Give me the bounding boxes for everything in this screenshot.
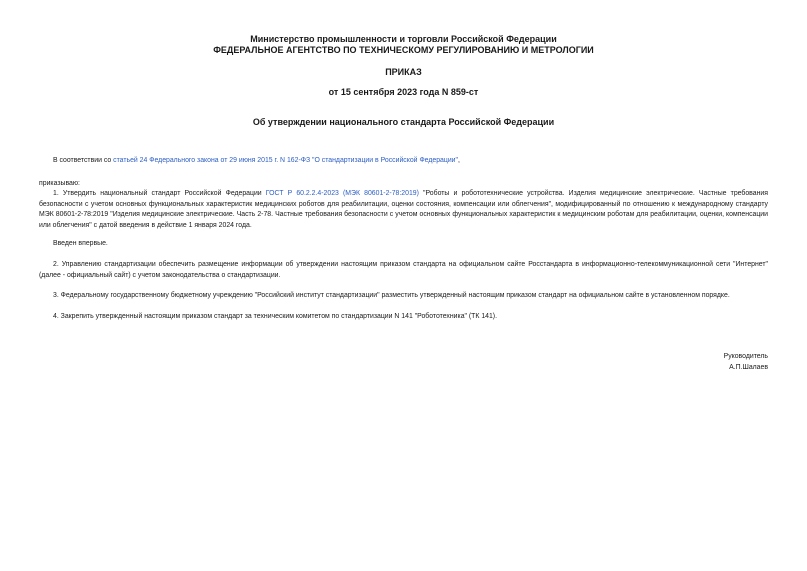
introduced-paragraph — [39, 239, 768, 250]
item-2-text: 2. Управлению стандартизации обеспечить размещение информации об утверждении настоящим приказом стандарта на официальном сайте Росстандарта в информационно-телекоммуникационной сети "Интернет" (далее - официальный сайт) с учетом законодательства о стандартизации. — [39, 261, 768, 279]
document-subject: Об утверждении национального стандарта Российской Федерации — [252, 117, 555, 127]
introduced-text: Введен впервые. — [53, 240, 108, 247]
intro-paragraph — [39, 156, 768, 167]
document-header — [0, 34, 807, 56]
item-3-text: 3. Федеральному государственному бюджетному учреждению "Российский институт стандартизации" разместить утвержденный настоящим приказом стандарт на официальном сайте в установленном порядке. — [53, 292, 730, 299]
intro-prefix: В соответствии со — [53, 157, 114, 164]
ministry-name: Министерство промышленности и торговли Российской Федерации — [250, 34, 557, 44]
signature-position: Руководитель — [723, 353, 768, 360]
item-2-paragraph — [39, 260, 768, 281]
agency-name: ФЕДЕРАЛЬНОЕ АГЕНТСТВО ПО ТЕХНИЧЕСКОМУ РЕГУЛИРОВАНИЮ И МЕТРОЛОГИИ — [213, 45, 594, 55]
intro-suffix: , — [457, 157, 460, 164]
federal-law-link[interactable]: статьей 24 Федерального закона от 29 июня 2015 г. N 162-ФЗ "О стандартизации в Российской Федерации" — [113, 157, 458, 164]
gost-standard-link[interactable]: ГОСТ Р 60.2.2.4-2023 (МЭК 80601-2-78:2019) — [265, 190, 419, 197]
item-4-paragraph — [39, 312, 768, 323]
item-4-text: 4. Закрепить утвержденный настоящим приказом стандарт за техническим комитетом по стандартизации N 141 "Робототехника" (ТК 141). — [53, 313, 498, 320]
signature-block — [724, 352, 768, 373]
order-word: приказываю: — [39, 180, 80, 187]
order-word-paragraph — [39, 179, 768, 190]
document-type: ПРИКАЗ — [385, 67, 422, 77]
item-1-suffix: "Роботы и робототехнические устройства. Изделия медицинские электрические. Частные требования безопасности с учетом основных функциональных характеристик медицинских роботов для реабилитации, оценки состояния, компенсации или облегчения", модифицированный по отношению к международному стандарту МЭК 80601-2-78:2019 "Изделия медицинские электрические. Часть 2-78. Частные требования безопасности с учетом основных функциональных характеристик к медицинским роботам для реабилитации, оценки, компенсации или облегчения" с датой введения в действие 1 января 2024 года. — [39, 190, 768, 229]
document-date-number: от 15 сентября 2023 года N 859-ст — [328, 87, 479, 97]
signature-name: А.П.Шалаев — [729, 363, 768, 371]
item-1-paragraph — [39, 189, 768, 231]
item-1-prefix: 1. Утвердить национальный стандарт Российской Федерации — [53, 190, 266, 197]
item-3-paragraph — [39, 291, 768, 302]
